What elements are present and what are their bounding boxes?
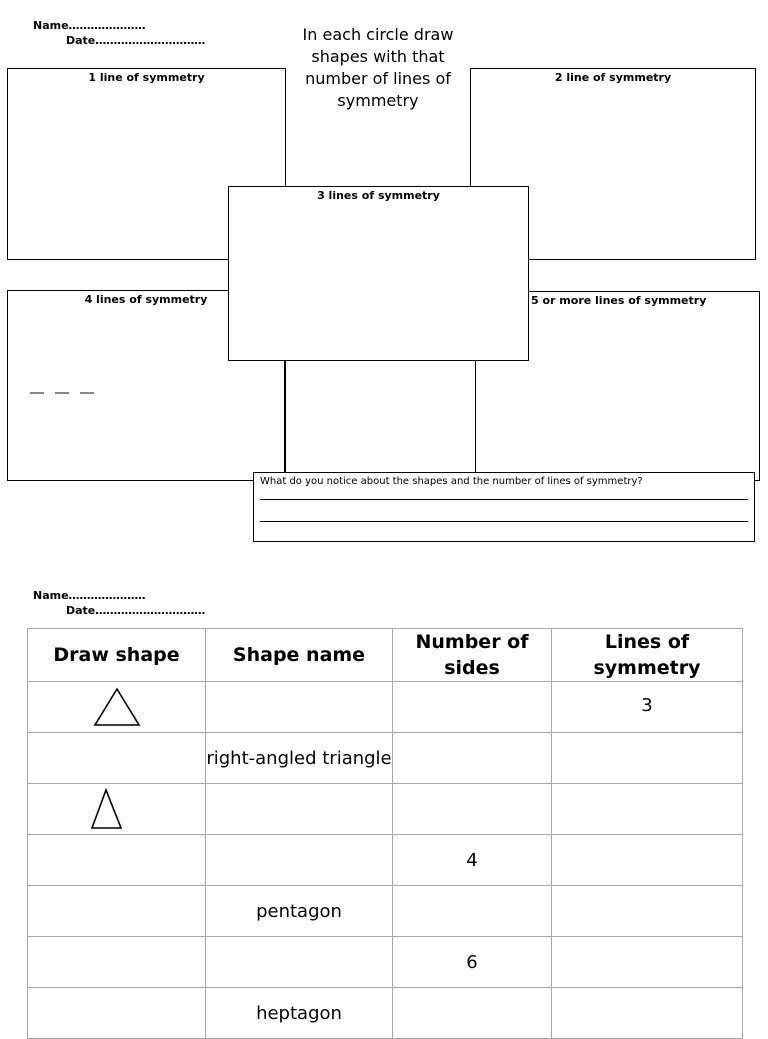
triangle-equilateral-icon (93, 686, 141, 728)
name-field-2: Name………………… (33, 589, 146, 602)
box-4-label: 4 lines of symmetry (84, 293, 208, 306)
box-3-lines-symmetry[interactable] (228, 186, 529, 361)
sides-cell[interactable]: 6 (393, 937, 552, 988)
shape-name-cell[interactable] (206, 784, 393, 835)
instruction-area (285, 24, 471, 110)
shapes-table (27, 628, 743, 1039)
sides-cell[interactable]: 4 (393, 835, 552, 886)
box-3-label: 3 lines of symmetry (317, 189, 440, 202)
symmetry-cell[interactable] (552, 784, 743, 835)
draw-shape-cell[interactable] (28, 937, 206, 988)
header-shape-name: Shape name (206, 629, 393, 682)
name-field: Name………………… (33, 19, 146, 32)
table-row (28, 835, 743, 886)
symmetry-cell[interactable] (552, 835, 743, 886)
draw-shape-cell[interactable] (28, 733, 206, 784)
dash-mark (30, 392, 44, 394)
shape-name-cell[interactable]: heptagon (206, 988, 393, 1039)
sides-cell[interactable] (393, 784, 552, 835)
draw-shape-cell[interactable] (28, 784, 206, 835)
date-field: Date………………………… (66, 34, 206, 47)
symmetry-cell[interactable] (552, 988, 743, 1039)
sides-cell[interactable] (393, 733, 552, 784)
header-draw-shape: Draw shape (28, 629, 206, 682)
table-row (28, 988, 743, 1039)
draw-shape-cell[interactable] (28, 886, 206, 937)
shape-name-cell[interactable] (206, 835, 393, 886)
table-row (28, 733, 743, 784)
symmetry-cell[interactable] (552, 937, 743, 988)
date-field-2: Date………………………… (66, 604, 206, 617)
sides-cell[interactable] (393, 988, 552, 1039)
table-row (28, 784, 743, 835)
symmetry-cell[interactable]: 3 (552, 680, 743, 731)
instruction-text: In each circle draw shapes with that number of lines of symmetry (302, 25, 454, 110)
table-row (28, 886, 743, 937)
table-row (28, 682, 743, 733)
draw-shape-cell[interactable] (28, 682, 206, 733)
table-row (28, 937, 743, 988)
symmetry-cell[interactable] (552, 733, 743, 784)
draw-shape-cell[interactable] (28, 988, 206, 1039)
shape-name-cell[interactable]: right-angled triangle (206, 733, 393, 784)
draw-shape-cell[interactable] (28, 835, 206, 886)
table-header-row (28, 629, 743, 682)
box-2-label: 2 line of symmetry (554, 71, 672, 84)
header-lines-of-symmetry: Lines of symmetry (552, 629, 743, 682)
shape-name-cell[interactable] (206, 682, 393, 733)
sides-cell[interactable] (393, 682, 552, 733)
answer-line[interactable] (260, 521, 748, 522)
box-1-label: 1 line of symmetry (88, 71, 205, 84)
shape-name-cell[interactable]: pentagon (206, 886, 393, 937)
notice-question-box[interactable] (253, 472, 755, 542)
header-number-of-sides: Number of sides (393, 629, 552, 682)
answer-line[interactable] (260, 499, 748, 500)
sides-cell[interactable] (393, 886, 552, 937)
symmetry-cell[interactable] (552, 886, 743, 937)
triangle-isosceles-icon (90, 787, 130, 831)
shape-name-cell[interactable] (206, 937, 393, 988)
box-5-label: 5 or more lines of symmetry (531, 294, 707, 307)
notice-question: What do you notice about the shapes and the number of lines of symmetry? (260, 476, 643, 487)
dash-mark (55, 392, 69, 394)
dash-mark (80, 392, 94, 394)
